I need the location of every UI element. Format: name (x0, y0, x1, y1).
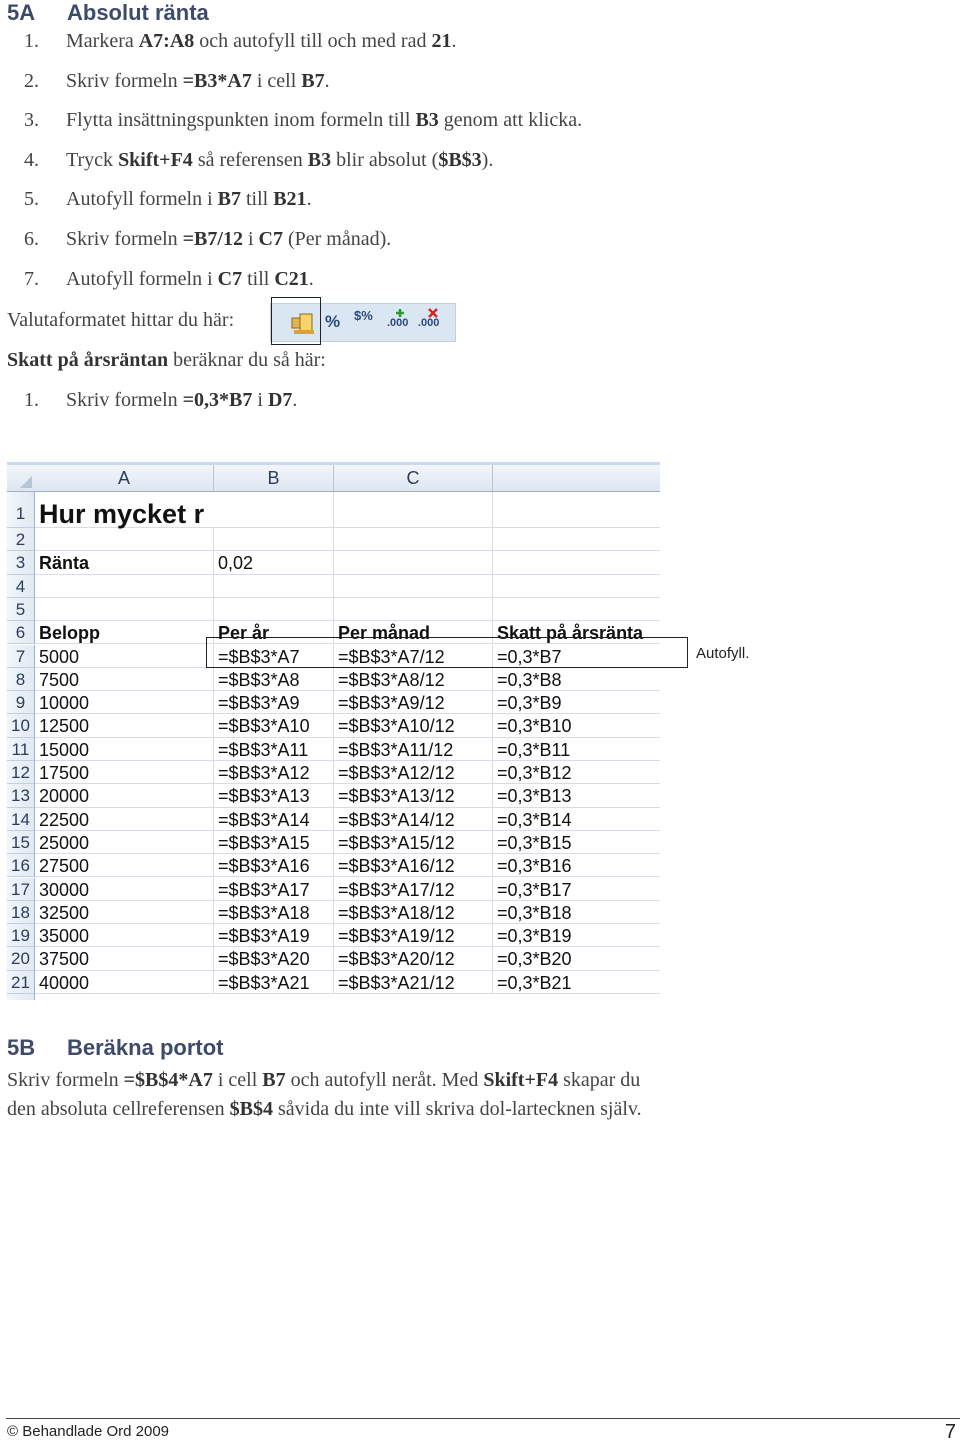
step-text-part: Skriv formeln (66, 69, 183, 92)
cell-undefined21[interactable]: =0,3*B21 (493, 971, 660, 994)
cell-B1[interactable] (214, 492, 334, 528)
paragraph-part: Skriv formeln (7, 1069, 124, 1091)
number-format-toolbar (270, 303, 456, 342)
column-header[interactable]: C (334, 465, 493, 492)
step-item (24, 109, 582, 132)
step-text-part: i (252, 389, 268, 411)
cell-B18[interactable]: =$B$3*A18 (214, 901, 334, 924)
step-number: 6. (24, 228, 39, 250)
step-text-part: Flytta insättningspunkten inom formeln till (66, 109, 416, 132)
increase-decimal-icon[interactable]: .000 (387, 317, 409, 329)
column-header[interactable] (493, 465, 660, 492)
comma-style-icon[interactable]: $% (354, 308, 373, 323)
step-text-part: =0,3*B7 (182, 389, 253, 411)
cell-A11[interactable]: 15000 (35, 738, 214, 761)
cell-undefined20[interactable]: =0,3*B20 (493, 947, 660, 970)
footer-copyright: © Behandlade Ord 2009 (7, 1423, 170, 1440)
cell-A3[interactable]: Ränta (35, 551, 214, 574)
skatt-step (24, 389, 297, 412)
cell-B14[interactable]: =$B$3*A14 (214, 808, 334, 831)
cell-B6[interactable]: Per år (214, 621, 334, 644)
step-item (24, 188, 312, 211)
cell-A5[interactable] (35, 598, 214, 621)
cell-C4[interactable] (334, 575, 493, 598)
cell-undefined1[interactable] (493, 492, 660, 528)
skatt-bold: Skatt på årsräntan (7, 349, 169, 371)
cell-A14[interactable]: 22500 (35, 808, 214, 831)
cell-B9[interactable]: =$B$3*A9 (214, 691, 334, 714)
row-header[interactable]: 16 (7, 854, 35, 877)
cell-undefined19[interactable]: =0,3*B19 (493, 924, 660, 947)
cell-C15[interactable]: =$B$3*A15/12 (334, 831, 493, 854)
cell-C3[interactable] (334, 551, 493, 574)
paragraph-part: i cell (212, 1069, 263, 1091)
cell-C2[interactable] (334, 528, 493, 551)
cell-B10[interactable]: =$B$3*A10 (214, 714, 334, 737)
cell-undefined18[interactable]: =0,3*B18 (493, 901, 660, 924)
cell-C19[interactable]: =$B$3*A19/12 (334, 924, 493, 947)
step-item (24, 70, 330, 93)
cell-B3[interactable]: 0,02 (214, 551, 334, 574)
step-text-part: B7 (301, 69, 325, 92)
cell-B4[interactable] (214, 575, 334, 598)
page-number: 7 (944, 1421, 956, 1443)
cell-C13[interactable]: =$B$3*A13/12 (334, 784, 493, 807)
cell-B15[interactable]: =$B$3*A15 (214, 831, 334, 854)
row-header[interactable] (7, 994, 35, 1000)
step-number: 1. (24, 389, 39, 411)
step-text-part: (Per månad). (282, 228, 392, 250)
cell-C20[interactable]: =$B$3*A20/12 (334, 947, 493, 970)
step-text-part: . (292, 389, 298, 411)
step-text-part: C7 (258, 228, 283, 250)
step-text-part: =B7/12 (182, 228, 243, 250)
row-header[interactable]: 10 (7, 714, 35, 737)
cell-A9[interactable]: 10000 (35, 691, 214, 714)
step-text-part: Autofyll formeln i (66, 188, 218, 211)
cell-A6[interactable]: Belopp (35, 621, 214, 644)
row-header[interactable]: 1 (7, 492, 35, 528)
step-text-part: Autofyll formeln i (66, 267, 218, 290)
row-header[interactable]: 12 (7, 761, 35, 784)
cell-undefined2[interactable] (493, 528, 660, 551)
row-header[interactable]: 13 (7, 784, 35, 807)
step-text-part: Skift+F4 (118, 148, 193, 171)
step-item (24, 268, 314, 291)
step-number: 1. (24, 30, 39, 52)
cell-A15[interactable]: 25000 (35, 831, 214, 854)
step-text-part: till (240, 188, 274, 211)
cell-C7[interactable]: =$B$3*A7/12 (334, 645, 493, 668)
step-text-part: B3 (307, 148, 332, 171)
row-header[interactable]: 4 (7, 575, 35, 598)
step-text-part: i (242, 228, 259, 250)
valuta-text: Valutaformatet hittar du här: (7, 309, 235, 331)
cell-A10[interactable]: 12500 (35, 714, 214, 737)
cell-A13[interactable]: 20000 (35, 784, 214, 807)
cell-undefined12[interactable]: =0,3*B12 (493, 761, 660, 784)
cell-A2[interactable] (35, 528, 214, 551)
paragraph-part: skapar du den absoluta cellreferensen (7, 1069, 641, 1120)
section-title: Beräkna portot (67, 1035, 224, 1060)
column-header[interactable]: B (214, 465, 334, 492)
row-header[interactable]: 6 (7, 621, 35, 644)
row-header[interactable]: 20 (7, 947, 35, 970)
row-header[interactable]: 19 (7, 924, 35, 947)
step-text-part: Skriv formeln (66, 228, 183, 250)
step-text-part: =B3*A7 (182, 69, 252, 92)
decrease-decimal-icon[interactable]: .000 (418, 317, 440, 329)
currency-format-button[interactable] (271, 297, 321, 345)
footer-divider (6, 1418, 960, 1419)
cell-undefined7[interactable]: =0,3*B7 (493, 645, 660, 668)
step-text-part: B7 (217, 188, 241, 211)
cell-C16[interactable]: =$B$3*A16/12 (334, 854, 493, 877)
step-text-part: till (242, 267, 275, 290)
cell-A8[interactable]: 7500 (35, 668, 214, 691)
cell-A12[interactable]: 17500 (35, 761, 214, 784)
row-header[interactable]: 15 (7, 831, 35, 854)
paragraph-part: och autofyll neråt. Med (285, 1069, 484, 1091)
cell-undefined10[interactable]: =0,3*B10 (493, 714, 660, 737)
cell-C10[interactable]: =$B$3*A10/12 (334, 714, 493, 737)
cell-B16[interactable]: =$B$3*A16 (214, 854, 334, 877)
row-header[interactable]: 17 (7, 878, 35, 901)
step-text-part: i cell (251, 69, 302, 92)
cell-B8[interactable]: =$B$3*A8 (214, 668, 334, 691)
cell-A7[interactable]: 5000 (35, 645, 214, 668)
skatt-line (7, 349, 326, 372)
step-text-part: B21 (273, 188, 307, 211)
step-text-part: D7 (267, 389, 293, 411)
cell-undefined15[interactable]: =0,3*B15 (493, 831, 660, 854)
cell-undefined16[interactable]: =0,3*B16 (493, 854, 660, 877)
paragraph-part: såvida du inte vill skriva dol-lartecknen själv. (273, 1098, 642, 1120)
row-header[interactable]: 5 (7, 598, 35, 621)
select-all-corner[interactable] (7, 465, 36, 492)
cell-A19[interactable]: 35000 (35, 924, 214, 947)
step-text-part: C21 (274, 267, 309, 290)
cell-C17[interactable]: =$B$3*A17/12 (334, 878, 493, 901)
step-item (24, 149, 493, 172)
step-text-part: . (451, 30, 457, 52)
cell-B13[interactable]: =$B$3*A13 (214, 784, 334, 807)
column-header[interactable]: A (35, 465, 214, 492)
row-header[interactable]: 7 (7, 645, 35, 668)
cell-B21[interactable]: =$B$3*A21 (214, 971, 334, 994)
step-number: 5. (24, 188, 39, 211)
section-number: 5B (7, 1035, 36, 1060)
autofill-highlight-box (206, 637, 688, 668)
cell-A18[interactable]: 32500 (35, 901, 214, 924)
cell-C14[interactable]: =$B$3*A14/12 (334, 808, 493, 831)
currency-format-icon (290, 312, 320, 336)
cell-B12[interactable]: =$B$3*A12 (214, 761, 334, 784)
section-5b-heading (7, 1035, 223, 1061)
step-text-part: blir absolut ( (331, 148, 439, 171)
cell-A20[interactable]: 37500 (35, 947, 214, 970)
paragraph-bold-part: =$B$4*A7 (123, 1069, 213, 1091)
row-header[interactable]: 2 (7, 528, 35, 551)
step-number: 7. (24, 267, 39, 290)
cell-B20[interactable]: =$B$3*A20 (214, 947, 334, 970)
cell-A16[interactable]: 27500 (35, 854, 214, 877)
cell-undefined6[interactable]: Skatt på årsränta (493, 621, 660, 644)
step-text-part: och autofyll till och med rad (194, 30, 432, 52)
cell-C1[interactable] (334, 492, 493, 528)
step-number: 2. (24, 69, 39, 92)
spreadsheet (7, 462, 660, 1000)
skatt-rest: beräknar du så här: (168, 349, 326, 371)
valuta-line (7, 309, 234, 332)
cell-undefined3[interactable] (493, 551, 660, 574)
cell-C6[interactable]: Per månad (334, 621, 493, 644)
cell-undefined9[interactable]: =0,3*B9 (493, 691, 660, 714)
step-item (24, 30, 456, 53)
cell-A1[interactable]: Hur mycket r (35, 492, 214, 528)
paragraph-bold-part: $B$4 (229, 1098, 274, 1120)
step-text-part: ). (481, 148, 494, 171)
step-text-part: $B$3 (438, 148, 482, 171)
cell-C21[interactable]: =$B$3*A21/12 (334, 971, 493, 994)
cell-A4[interactable] (35, 575, 214, 598)
plus-icon (395, 308, 405, 318)
cell-undefined4[interactable] (493, 575, 660, 598)
row-header[interactable]: 14 (7, 808, 35, 831)
cell-C18[interactable]: =$B$3*A18/12 (334, 901, 493, 924)
step-number: 4. (24, 148, 39, 171)
paragraph-bold-part: Skift+F4 (483, 1069, 559, 1091)
cell-B17[interactable]: =$B$3*A17 (214, 878, 334, 901)
cell-B5[interactable] (214, 598, 334, 621)
cell-C12[interactable]: =$B$3*A12/12 (334, 761, 493, 784)
row-header[interactable]: 8 (7, 668, 35, 691)
delete-x-icon (427, 307, 439, 319)
step-text-part: A7:A8 (138, 30, 195, 52)
step-text-part: Markera (66, 30, 139, 52)
row-header[interactable]: 3 (7, 551, 35, 574)
row-header[interactable]: 9 (7, 691, 35, 714)
cell-B7[interactable]: =$B$3*A7 (214, 645, 334, 668)
cell-C9[interactable]: =$B$3*A9/12 (334, 691, 493, 714)
row-header[interactable]: 11 (7, 738, 35, 761)
cell-undefined11[interactable]: =0,3*B11 (493, 738, 660, 761)
step-text-part: . (324, 69, 330, 92)
row-header[interactable]: 21 (7, 971, 35, 994)
section-5b-paragraph (7, 1066, 657, 1124)
step-number: 3. (24, 109, 39, 132)
cell-undefined17[interactable]: =0,3*B17 (493, 878, 660, 901)
cell-C8[interactable]: =$B$3*A8/12 (334, 668, 493, 691)
step-text-part: C7 (217, 267, 243, 290)
step-text-part: B3 (415, 109, 439, 132)
cell-undefined13[interactable]: =0,3*B13 (493, 784, 660, 807)
cell-undefined14[interactable]: =0,3*B14 (493, 808, 660, 831)
select-all-icon (19, 475, 33, 489)
cell-undefined8[interactable]: =0,3*B8 (493, 668, 660, 691)
section-title: Absolut ränta (67, 0, 209, 25)
section-5a-heading (7, 0, 209, 26)
step-text-part: Tryck (66, 148, 119, 171)
section-number: 5A (7, 0, 36, 25)
step-text-part: så referensen (192, 148, 308, 171)
cell-A17[interactable]: 30000 (35, 878, 214, 901)
cell-B19[interactable]: =$B$3*A19 (214, 924, 334, 947)
cell-C11[interactable]: =$B$3*A11/12 (334, 738, 493, 761)
cell-A21[interactable]: 40000 (35, 971, 214, 994)
paragraph-bold-part: B7 (262, 1069, 286, 1091)
row-header[interactable]: 18 (7, 901, 35, 924)
step-text-part: 21 (431, 30, 452, 52)
step-text-part: Skriv formeln (66, 389, 183, 411)
step-text-part: . (308, 267, 314, 290)
step-item (24, 228, 391, 251)
cell-undefined5[interactable] (493, 598, 660, 621)
step-text-part: genom att klicka. (438, 109, 583, 132)
cell-B2[interactable] (214, 528, 334, 551)
step-text-part: . (306, 188, 312, 211)
cell-B11[interactable]: =$B$3*A11 (214, 738, 334, 761)
cell-C5[interactable] (334, 598, 493, 621)
percent-icon[interactable]: % (325, 312, 341, 331)
autofill-label: Autofyll. (696, 645, 750, 662)
